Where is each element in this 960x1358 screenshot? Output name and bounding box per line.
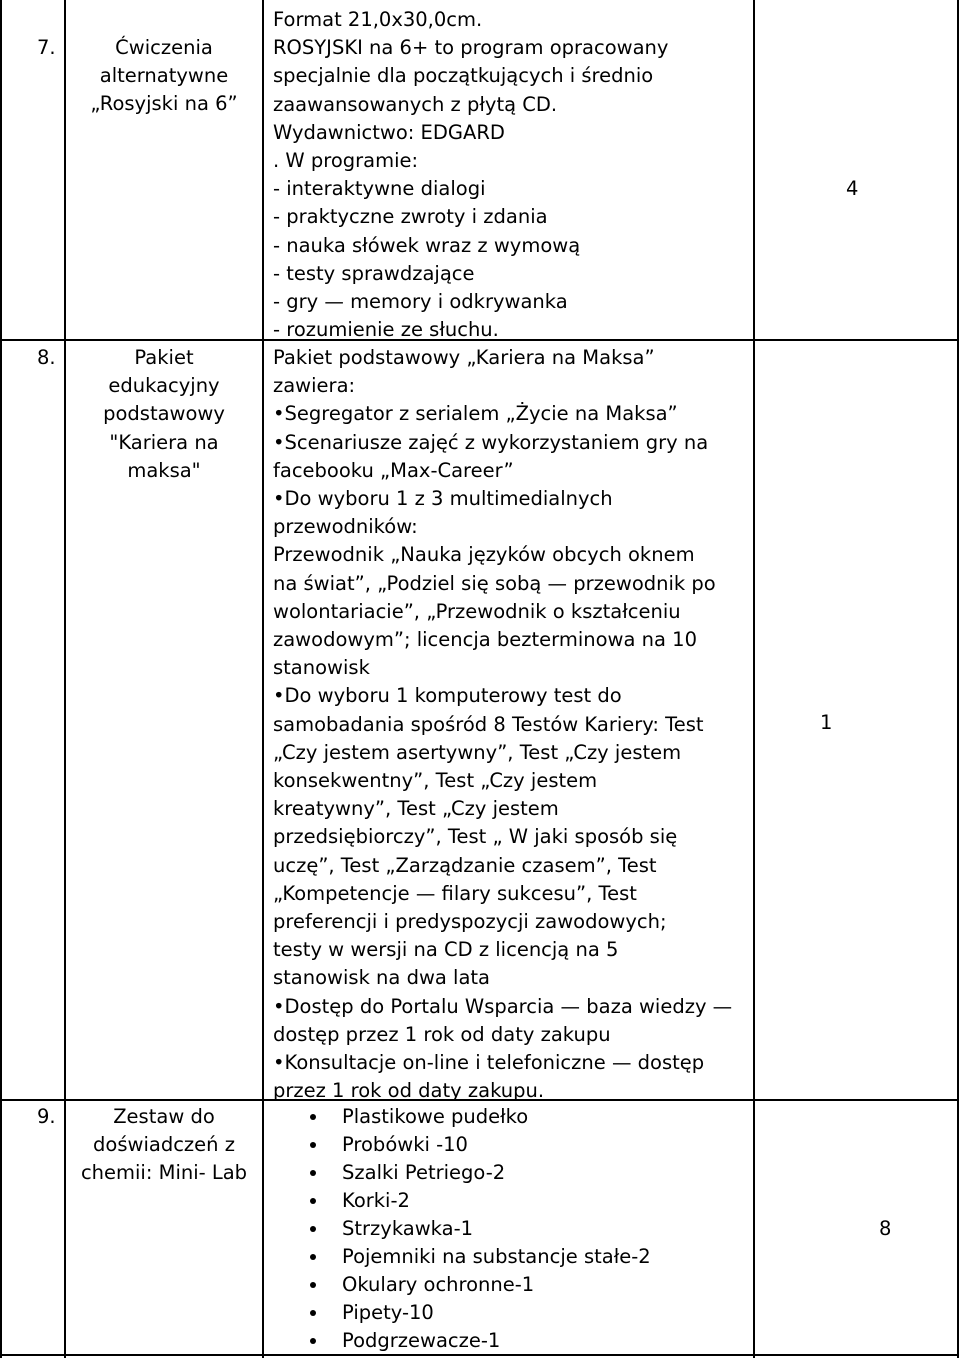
bullet-dot bbox=[310, 1226, 316, 1232]
bullet-dot bbox=[310, 1114, 316, 1120]
item-name: Pakiet edukacyjny podstawowy "Kariera na maksa" bbox=[103, 346, 225, 482]
bullet-dot bbox=[310, 1254, 316, 1260]
bullet-dot bbox=[310, 1338, 316, 1344]
row-number: 9. bbox=[37, 1105, 56, 1128]
item-quantity: 8 bbox=[879, 1217, 892, 1240]
item-description: Pakiet podstawowy „Kariera na Maksa” zawiera: •Segregator z serialem „Życie na Maksa” •Scenariusze zajęć z wykorzystaniem gry na facebooku „Max-Career” •Do wyboru 1 z 3 multimedialnych przewodników: Przewodnik „Nauka języków obcych oknem na świat”, „Podziel się sobą — przewodnik po wolontariacie”, „Przewodnik o kształceniu zawodowym”; licencja bezterminowa na 10 stanowisk •Do wyboru 1 komputerowy test do samobadania spośród 8 Testów Kariery: Test „Czy jestem asertywny”, Test „Czy jestem konsekwentny”, Test „Czy jestem kreatywny”, Test „Czy jestem przedsiębiorczy”, Test „ W jaki sposób się uczę”, Test „Zarządzanie czasem”, Test „Kompetencje — filary sukcesu”, Test preferencji i predyspozycji zawodowych; testy w wersji na CD z licencją na 5 stanowisk na dwa lata •Dostęp do Portalu Wsparcia — baza wiedzy — dostęp przez 1 rok od daty zakupu •Konsultacje on-line i telefoniczne — dostęp przez 1 rok od daty zakupu. bbox=[273, 346, 733, 1103]
list-item: Strzykawka-1 bbox=[342, 1217, 474, 1240]
column-divider-1 bbox=[64, 0, 66, 1358]
item-quantity: 4 bbox=[846, 177, 859, 200]
item-quantity: 1 bbox=[820, 711, 833, 734]
table-border-right bbox=[957, 0, 959, 1358]
column-divider-3 bbox=[753, 0, 755, 1358]
item-name: Zestaw do doświadczeń z chemii: Mini- Lab bbox=[80, 1105, 248, 1185]
list-item: Plastikowe pudełko bbox=[342, 1105, 529, 1128]
item-name: Ćwiczenia alternatywne „Rosyjski na 6” bbox=[90, 36, 238, 116]
list-item: Probówki -10 bbox=[342, 1133, 468, 1156]
list-item: Pojemniki na substancje stałe-2 bbox=[342, 1245, 651, 1268]
table-border-left bbox=[0, 0, 2, 1358]
bullet-dot bbox=[310, 1170, 316, 1176]
list-item: Okulary ochronne-1 bbox=[342, 1273, 535, 1296]
bullet-dot bbox=[310, 1198, 316, 1204]
list-item: Pipety-10 bbox=[342, 1301, 434, 1324]
list-item: Korki-2 bbox=[342, 1189, 410, 1212]
item-description: Format 21,0x30,0cm. ROSYJSKI na 6+ to program opracowany specjalnie dla początkujących i średnio zaawansowanych z płytą CD. Wydawnictwo: EDGARD . W programie: - interaktywne dialogi - praktyczne zwroty i zdania - nauka słówek wraz z wymową - testy sprawdzające - gry — memory i odkrywanka - rozumienie ze słuchu. bbox=[273, 8, 669, 342]
row-number: 8. bbox=[37, 346, 56, 369]
list-item: Podgrzewacze-1 bbox=[342, 1329, 501, 1352]
bullet-dot bbox=[310, 1310, 316, 1316]
row-number: 7. bbox=[37, 36, 56, 59]
bullet-dot bbox=[310, 1142, 316, 1148]
bullet-dot bbox=[310, 1282, 316, 1288]
column-divider-2 bbox=[262, 0, 264, 1358]
list-item: Szalki Petriego-2 bbox=[342, 1161, 506, 1184]
